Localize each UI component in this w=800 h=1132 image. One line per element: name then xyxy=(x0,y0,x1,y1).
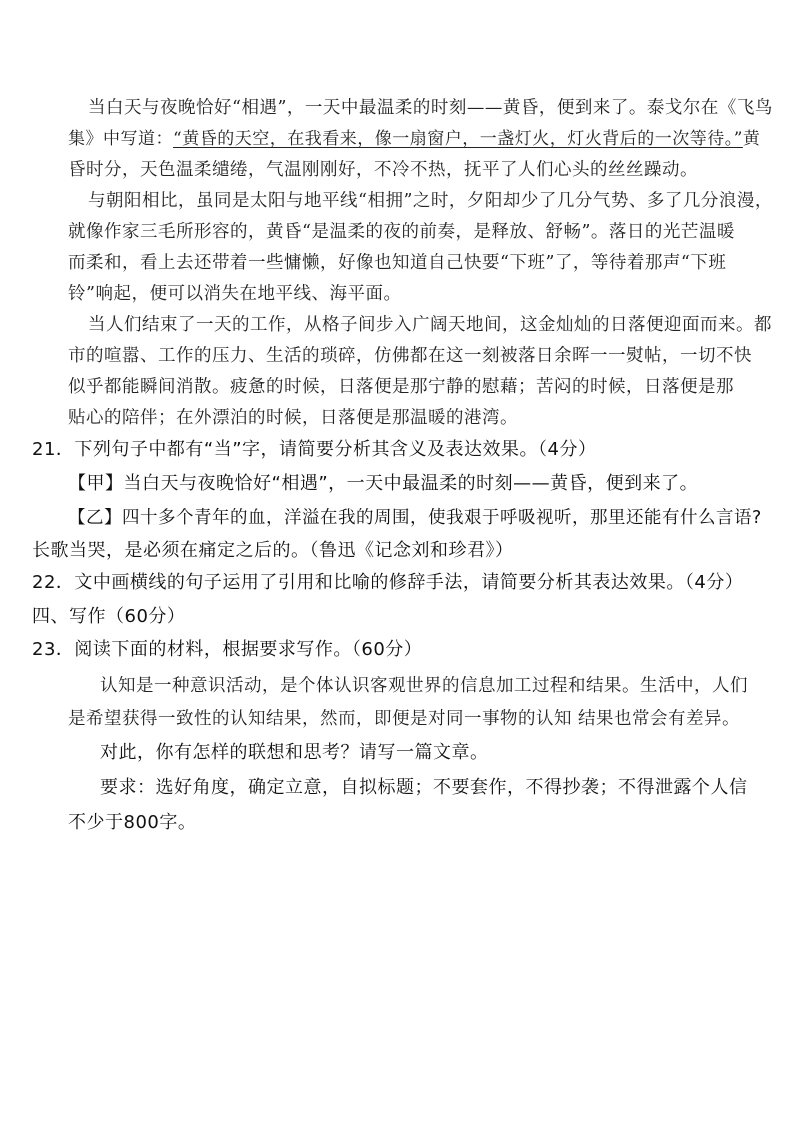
passage-line: 昏时分，天色温柔缱绻，气温刚刚好，不冷不热，抚平了人们心头的丝丝躁动。 xyxy=(68,160,698,180)
passage-line: 似乎都能瞬间消散。疲惫的时候，日落便是那宁静的慰藉；苦闷的时候，日落便是那 xyxy=(68,377,734,397)
passage-line: 当人们结束了一天的工作，从格子间步入广阔天地间，这金灿灿的日落便迎面而来。都 xyxy=(88,315,772,335)
question-22-stem: 22．文中画横线的句子运用了引用和比喻的修辞手法，请简要分析其表达效果。（4分） xyxy=(32,572,744,593)
writing-requirements: 要求：选好角度，确定立意，自拟标题；不要套作，不得抄袭；不得泄露个人信 xyxy=(100,777,748,798)
passage-text: 集》中写道： xyxy=(68,129,173,149)
section-heading: 四、写作（60分） xyxy=(32,606,186,627)
passage-line: 与朝阳相比，虽同是太阳与地平线“相拥”之时，夕阳却少了几分气势、多了几分浪漫， xyxy=(88,191,773,211)
writing-requirements: 不少于800字。 xyxy=(68,812,197,833)
passage-line: 而柔和，看上去还带着一些慵懒，好像也知道自己快要“下班”了，等待着那声“下班 xyxy=(68,253,727,273)
question-21-sentence-yi: 长歌当哭，是必须在痛定之后的。（鲁迅《记念刘和珍君》） xyxy=(32,540,514,561)
material-line: 是希望获得一致性的认知结果，然而，即便是对同一事物的认知 结果也常会有差异。 xyxy=(68,709,741,729)
passage-line: 就像作家三毛所形容的，黄昏“是温柔的夜的前奏，是释放、舒畅”。落日的光芒温暖 xyxy=(68,222,735,242)
passage-line: 当白天与夜晚恰好“相遇”，一天中最温柔的时刻——黄昏，便到来了。泰戈尔在《飞鸟 xyxy=(88,98,773,118)
passage-line: 市的喧嚣、工作的压力、生活的琐碎，仿佛都在这一刻被落日余晖一一熨帖，一切不快 xyxy=(68,346,752,366)
question-21-sentence-yi: 【乙】四十多个青年的血，洋溢在我的周围，使我艰于呼吸视听，那里还能有什么言语? xyxy=(68,508,762,528)
passage-line: 贴心的陪伴；在外漂泊的时候，日落便是那温暖的港湾。 xyxy=(68,408,518,428)
writing-prompt: 对此，你有怎样的联想和思考？请写一篇文章。 xyxy=(100,742,489,763)
passage-text: 黄 xyxy=(742,129,761,149)
question-21-stem: 21．下列句子中都有“当”字，请简要分析其含义及表达效果。（4分） xyxy=(32,439,597,460)
question-21-sentence-jia: 【甲】当白天与夜晚恰好“相遇”，一天中最温柔的时刻——黄昏，便到来了。 xyxy=(68,473,699,494)
passage-line: 铃”响起，便可以消失在地平线、海平面。 xyxy=(68,284,402,304)
passage-line xyxy=(68,127,760,151)
question-23-stem: 23．阅读下面的材料，根据要求写作。（60分） xyxy=(32,639,423,660)
underlined-quote: “黄昏的天空，在我看来，像一扇窗户，一盏灯火，灯火背后的一次等待。” xyxy=(173,129,743,149)
material-line: 认知是一种意识活动，是个体认识客观世界的信息加工过程和结果。生活中，人们 xyxy=(100,676,748,696)
